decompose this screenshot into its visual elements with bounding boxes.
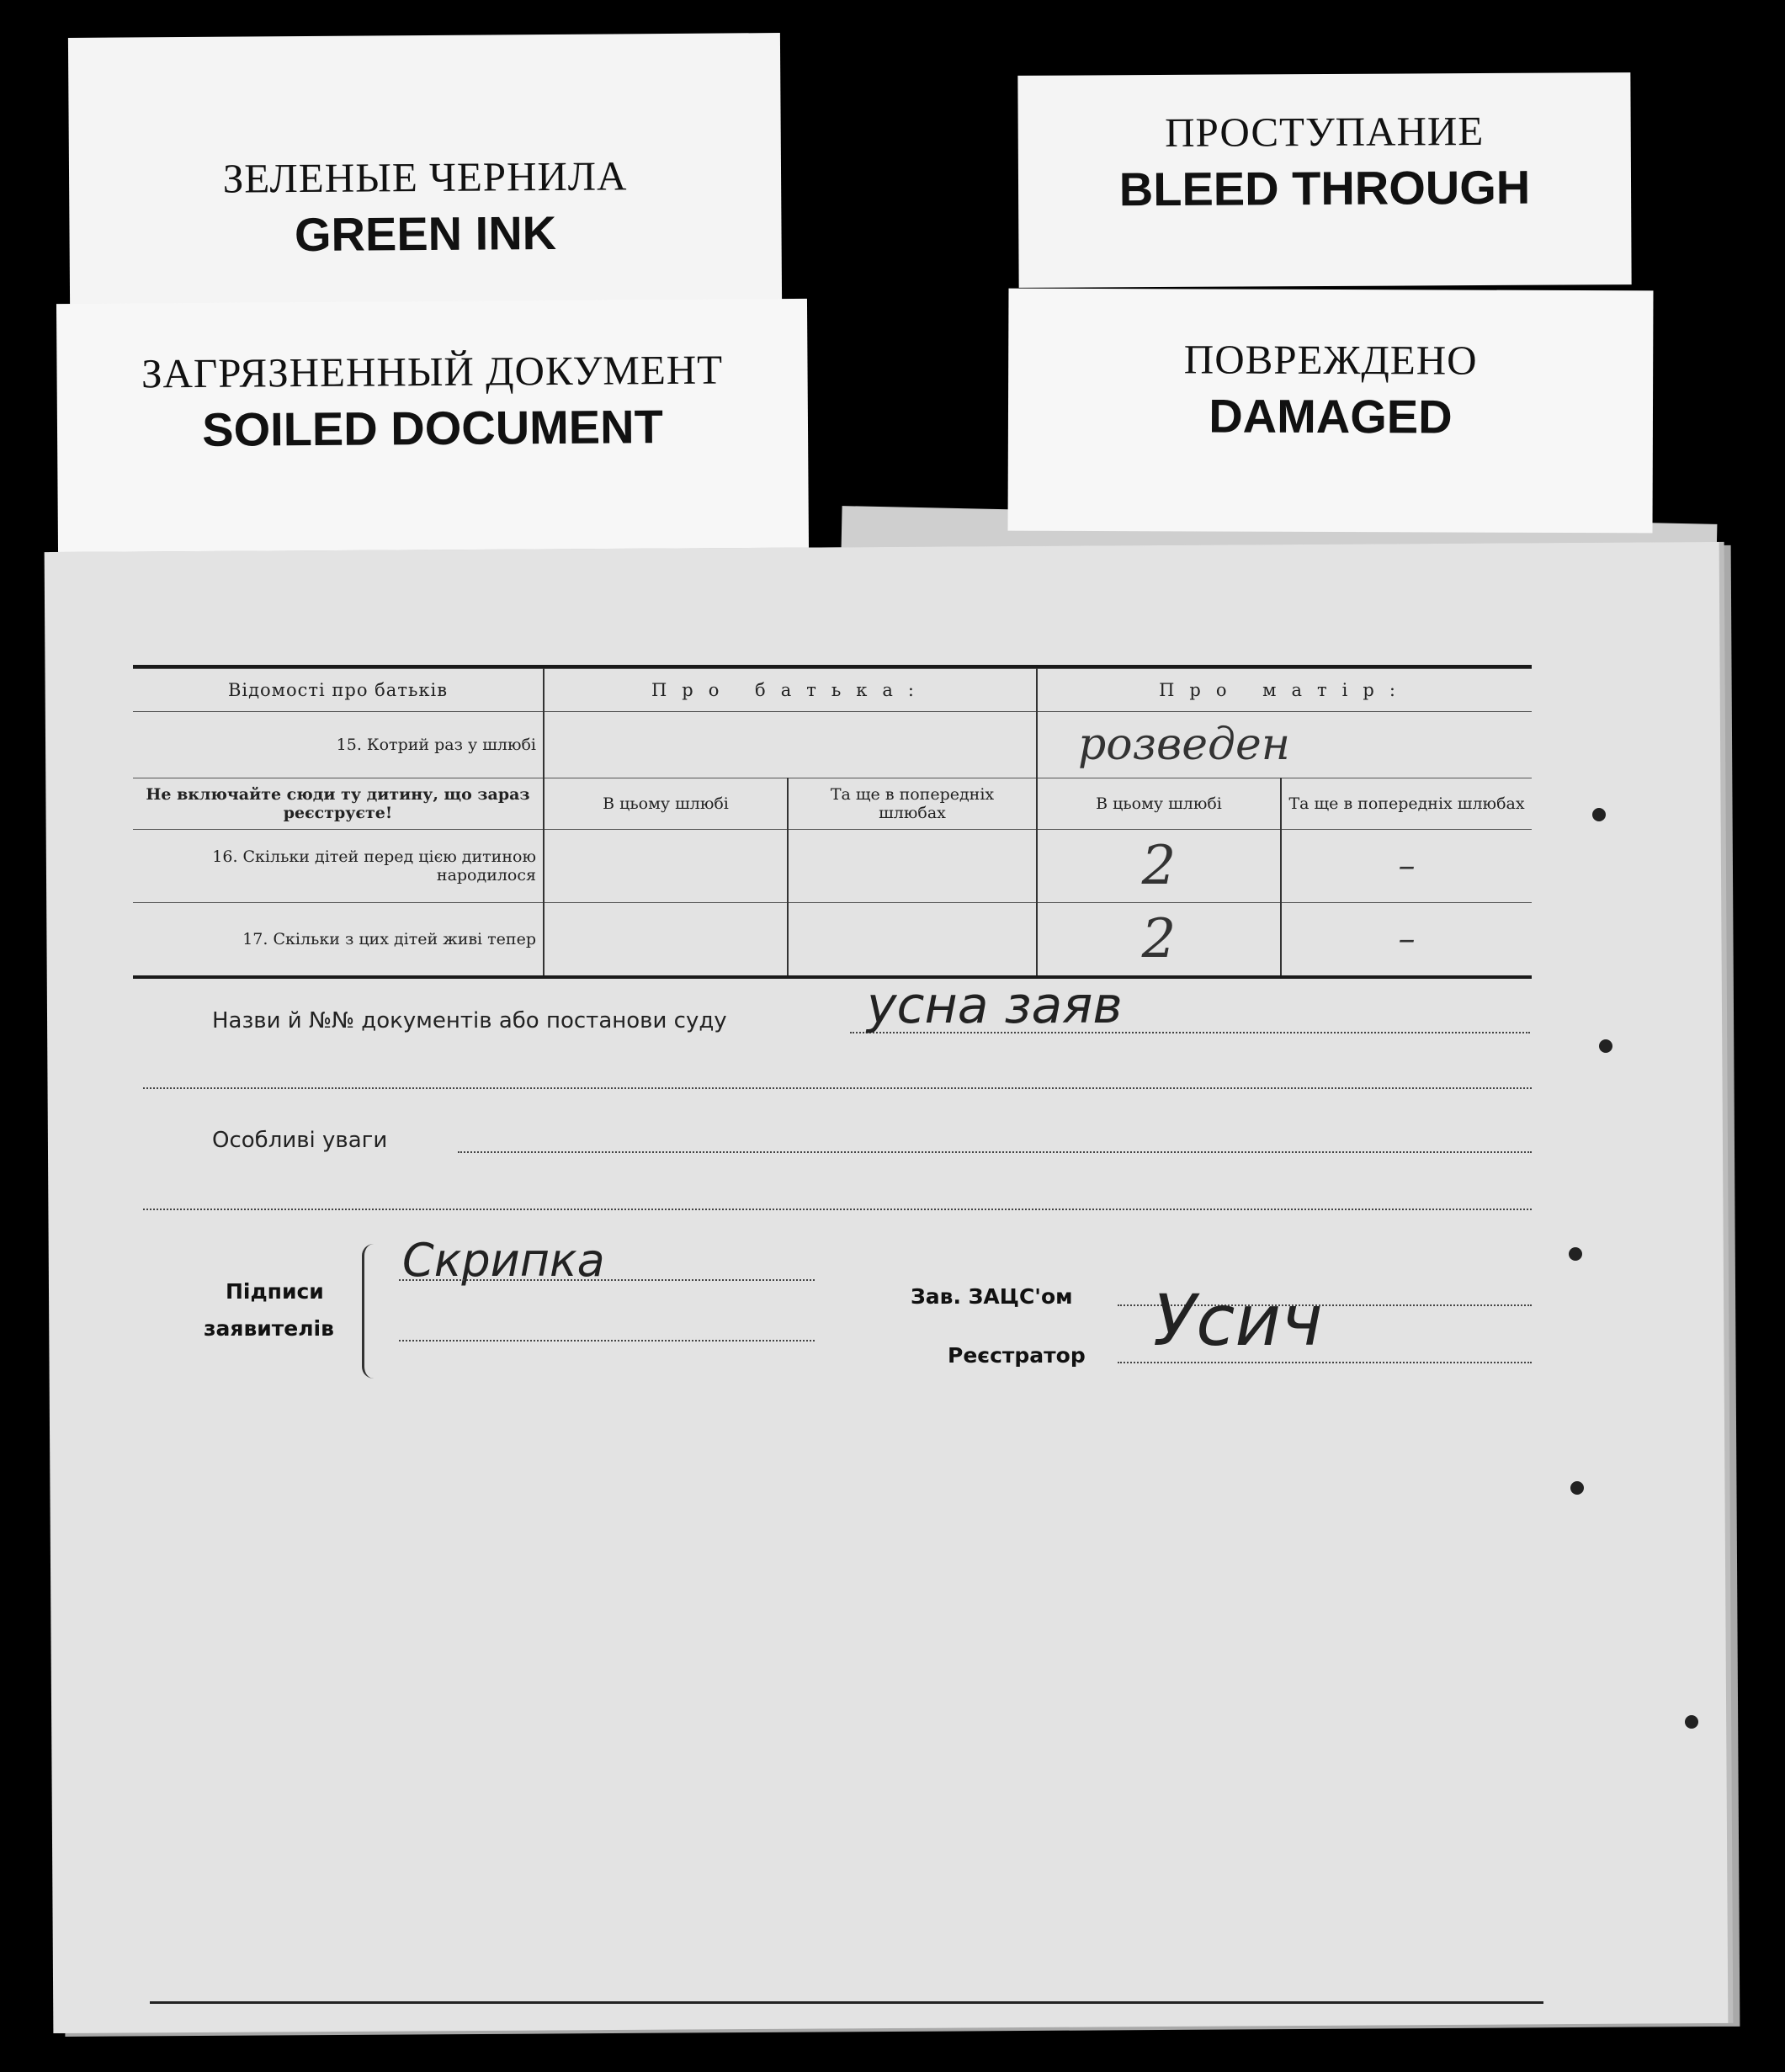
- row16-mother-prev: [1281, 830, 1532, 903]
- mother-this-marriage-header: В цьому шлюбі: [1037, 778, 1281, 830]
- header-parents-info: Відомості про батьків: [133, 669, 544, 712]
- soiled-label-ru: ЗАГРЯЗНЕННЫЙ ДОКУМЕНТ: [141, 346, 724, 397]
- row15-label: 15. Котрий раз у шлюбі: [133, 712, 544, 778]
- signature-line-1: [399, 1279, 815, 1281]
- row16-label: 16. Скільки дітей перед цією дитиною народилося: [133, 830, 544, 903]
- table-bottom-rule: [133, 975, 1532, 979]
- damaged-label-en: DAMAGED: [1209, 389, 1453, 444]
- green-ink-label-en: GREEN INK: [294, 205, 557, 262]
- row17-father-prev: [788, 903, 1037, 976]
- father-this-marriage-header: В цьому шлюбі: [544, 778, 788, 830]
- binding-hole: [1685, 1715, 1698, 1729]
- soiled-label-en: SOILED DOCUMENT: [202, 400, 664, 456]
- header-father: Про батька:: [544, 669, 1037, 712]
- row17-mother-prev: [1281, 903, 1532, 976]
- row16-father-prev: [788, 830, 1037, 903]
- soiled-document-label: [56, 299, 809, 555]
- handwriting-divorced: розведен: [1078, 720, 1290, 770]
- header-mother: Про матір:: [1037, 669, 1532, 712]
- registrar-signature: Усич: [1153, 1279, 1323, 1362]
- handwriting-dash: –: [1398, 920, 1416, 959]
- subheader-note: Не включайте сюди ту дитину, що зараз реєструєте!: [133, 778, 544, 830]
- registrar-label: Реєстратор: [948, 1343, 1086, 1368]
- remarks-label: Особливі уваги: [212, 1128, 388, 1153]
- parents-info-table: [133, 665, 1532, 979]
- remarks-line-2: [143, 1209, 1532, 1210]
- row15-father-value: [544, 712, 1037, 778]
- row16-father-this: [544, 830, 788, 903]
- binding-hole: [1569, 1247, 1582, 1261]
- handwriting-dash: –: [1398, 847, 1416, 885]
- damaged-label: [1007, 289, 1653, 534]
- green-ink-label-ru: ЗЕЛЕНЫЕ ЧЕРНИЛА: [222, 152, 628, 202]
- row17-mother-this: [1037, 903, 1281, 976]
- signatures-brace: [362, 1244, 376, 1379]
- binding-hole: [1570, 1481, 1584, 1495]
- applicant-signature: Скрипка: [402, 1234, 605, 1287]
- remarks-line: [458, 1151, 1532, 1153]
- bleed-through-label-en: BLEED THROUGH: [1118, 160, 1531, 216]
- head-label: Зав. ЗАЦС'ом: [911, 1284, 1073, 1309]
- row17-father-this: [544, 903, 788, 976]
- row17-label: 17. Скільки з цих дітей живі тепер: [133, 903, 544, 976]
- parents-grid: [133, 668, 1532, 975]
- damaged-label-ru: ПОВРЕЖДЕНО: [1183, 336, 1478, 384]
- signature-line-2: [399, 1340, 815, 1341]
- handwriting-number: 2: [1141, 835, 1177, 897]
- signatures-label-2: заявителів: [204, 1316, 334, 1341]
- bottom-rule: [150, 2001, 1543, 2004]
- binding-hole: [1592, 808, 1606, 821]
- bleed-through-label-ru: ПРОСТУПАНИЕ: [1165, 108, 1485, 156]
- handwriting-number: 2: [1141, 908, 1177, 970]
- mother-previous-header: Та ще в попередніх шлюбах: [1281, 778, 1532, 830]
- documents-label: Назви й №№ документів або постанови суду: [212, 1008, 727, 1033]
- registrar-line: [1118, 1362, 1532, 1363]
- father-previous-header: Та ще в попередніх шлюбах: [788, 778, 1037, 830]
- documents-line-2: [143, 1087, 1532, 1089]
- binding-hole: [1599, 1039, 1612, 1053]
- handwriting-documents: усна заяв: [867, 976, 1123, 1035]
- signatures-label-1: Підписи: [226, 1279, 324, 1304]
- row16-mother-this: [1037, 830, 1281, 903]
- bleed-through-label: [1017, 72, 1631, 288]
- row15-mother-value: [1037, 712, 1532, 778]
- green-ink-label: [68, 33, 782, 305]
